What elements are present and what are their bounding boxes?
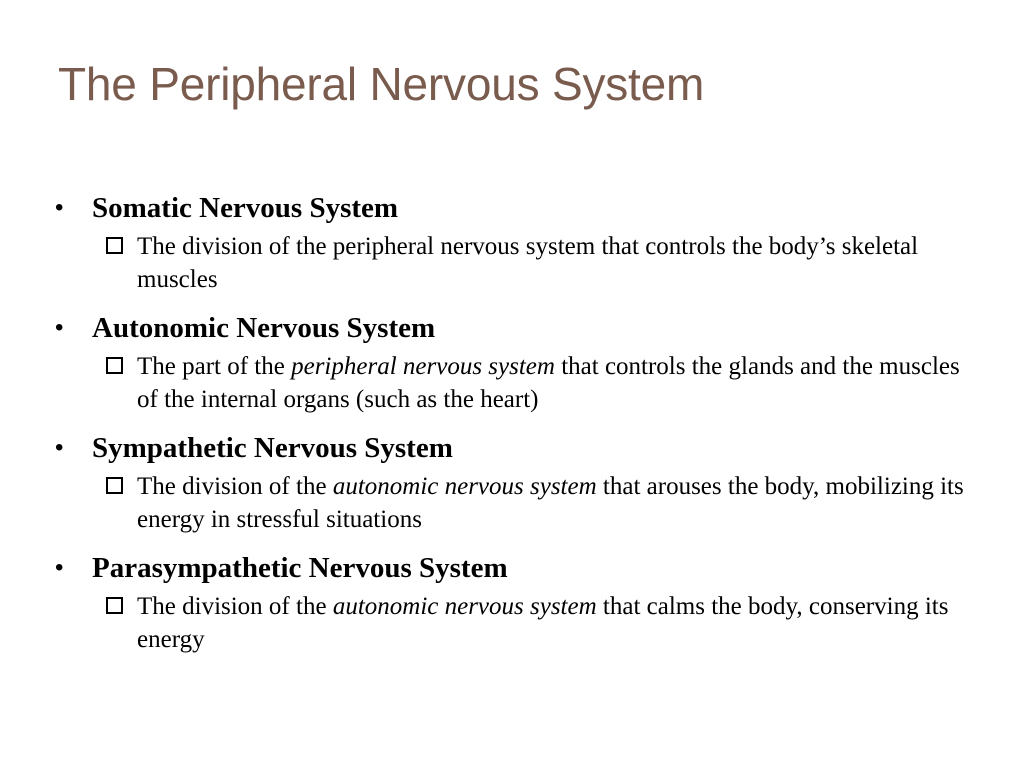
heading-row xyxy=(55,428,975,468)
item-description xyxy=(137,593,948,653)
description-italic: autonomic nervous system xyxy=(332,473,597,500)
item-description xyxy=(137,353,960,413)
description-row xyxy=(104,230,975,296)
list-item xyxy=(55,188,975,296)
item-heading: Parasympathetic Nervous System xyxy=(92,552,508,584)
hollow-square-icon xyxy=(106,477,123,494)
description-text-end: that arouses the body, mobilizing its energy in stressful situations xyxy=(137,473,964,533)
description-row xyxy=(104,590,975,656)
description-row xyxy=(104,350,975,416)
list-item xyxy=(55,428,975,536)
bullet-dot-icon: • xyxy=(55,434,64,461)
description-italic: autonomic nervous system xyxy=(332,593,597,620)
description-text: The division of the peripheral nervous system that controls the body’s skeletal muscles xyxy=(137,233,919,293)
bullet-dot-icon: • xyxy=(55,554,64,581)
item-description xyxy=(137,233,918,293)
hollow-square-icon xyxy=(106,237,123,254)
description-text: The division of the xyxy=(137,593,333,620)
item-heading: Somatic Nervous System xyxy=(92,192,399,224)
bullet-dot-icon: • xyxy=(55,194,64,221)
hollow-square-icon xyxy=(106,597,123,614)
item-heading: Sympathetic Nervous System xyxy=(92,432,453,464)
list-item xyxy=(55,308,975,416)
bullet-dot-icon: • xyxy=(55,314,64,341)
item-heading: Autonomic Nervous System xyxy=(92,312,436,344)
item-description xyxy=(137,473,964,533)
list-item xyxy=(55,548,975,656)
description-text-end: that controls the glands and the muscles of the internal organs (such as the heart) xyxy=(137,353,960,413)
description-text: The division of the xyxy=(137,473,333,500)
hollow-square-icon xyxy=(106,357,123,374)
bullet-list xyxy=(55,188,975,668)
description-row xyxy=(104,470,975,536)
slide-title: The Peripheral Nervous System xyxy=(58,58,705,110)
heading-row xyxy=(55,548,975,588)
description-text-end: that calms the body, conserving its energy xyxy=(137,593,949,653)
description-italic: peripheral nervous system xyxy=(291,353,555,380)
heading-row xyxy=(55,188,975,228)
heading-row xyxy=(55,308,975,348)
description-text: The part of the xyxy=(137,353,292,380)
